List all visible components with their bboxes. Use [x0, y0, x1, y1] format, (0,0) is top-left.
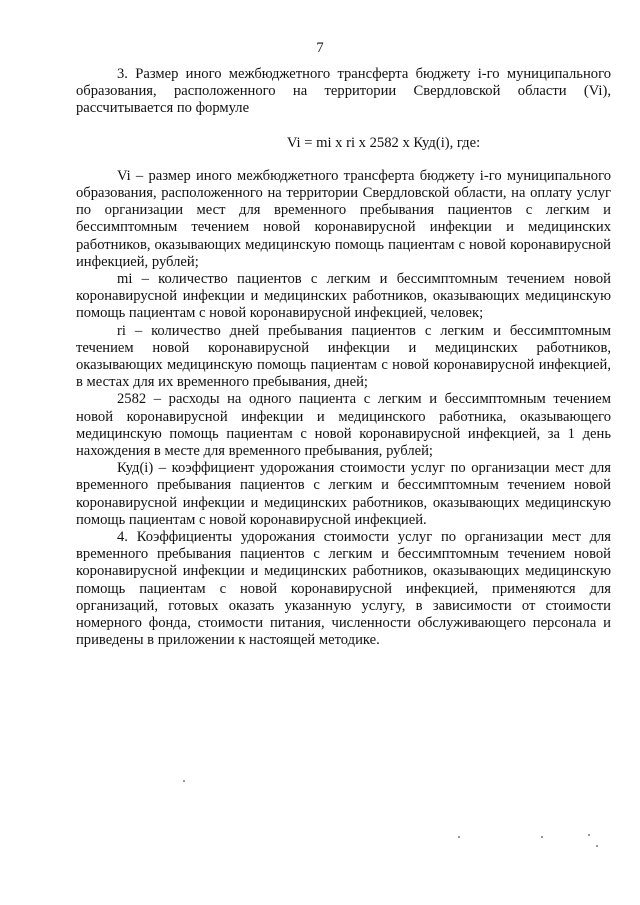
definition-mi: mi – количество пациентов с легким и бессимптомным течением новой коронавирусной инфекции и медицинских работников, оказывающих медицинскую помощь пациентам с новой коронавирусной инфекцией, человек; — [76, 271, 611, 322]
scan-speck — [458, 836, 460, 838]
page-number: 7 — [316, 40, 324, 56]
section-3-paragraph: 3. Размер иного межбюджетного трансферта бюджету i-го муниципального образования, расположенного на территории Свердловской области (Vi), рассчитывается по формуле — [76, 66, 611, 117]
definition-2582: 2582 – расходы на одного пациента с легким и бессимптомным течением новой коронавирусной инфекции и медицинского работника, оказывающего медицинскую помощь пациентам с новой коронавирусной инфекцией, за 1 день нахождения в месте для временного пребывания, рублей; — [76, 391, 611, 460]
definition-kud: Куд(i) – коэффициент удорожания стоимости услуг по организации мест для временного пребывания пациентов с легким и бессимптомным течением новой коронавирусной инфекции и медицинских работников, оказывающих медицинскую помощь пациентам с новой коронавирусной инфекцией. — [76, 460, 611, 528]
scan-speck — [588, 834, 590, 836]
section-4-paragraph: 4. Коэффициенты удорожания стоимости услуг по организации мест для временного пребывания пациентов с легким и бессимптомным течением новой коронавирусной инфекции и медицинских работников, оказывающих медицинскую помощь пациентам с новой коронавирусной инфекцией, применяются для организаций, готовых оказать указанную услугу, в зависимости от стоимости номерного фонда, стоимости питания, численности обслуживающего персонала и приведены в приложении к настоящей методике. — [76, 529, 611, 649]
formula: Vi = mi x ri x 2582 x Куд(i), где: — [286, 134, 481, 151]
scan-speck — [183, 780, 185, 782]
definition-ri: ri – количество дней пребывания пациентов с легким и бессимптомным течением новой коронавирусной инфекции и медицинских работников, оказывающих медицинскую помощь пациентам с новой коронавирусной инфекцией, в местах для их временного пребывания, дней; — [76, 322, 611, 391]
definition-vi: Vi – размер иного межбюджетного трансферта бюджету i-го муниципального образования, расположенного на территории Свердловской области, на оплату услуг по организации мест для временного пребывания пациентов с легким и бессимптомным течением новой коронавирусной инфекции и медицинских работников, оказывающих медицинскую помощь пациентам с новой коронавирусной инфекцией, рублей; — [76, 167, 611, 270]
scan-speck — [541, 836, 543, 838]
document-body — [76, 66, 611, 650]
scan-speck — [596, 845, 598, 847]
